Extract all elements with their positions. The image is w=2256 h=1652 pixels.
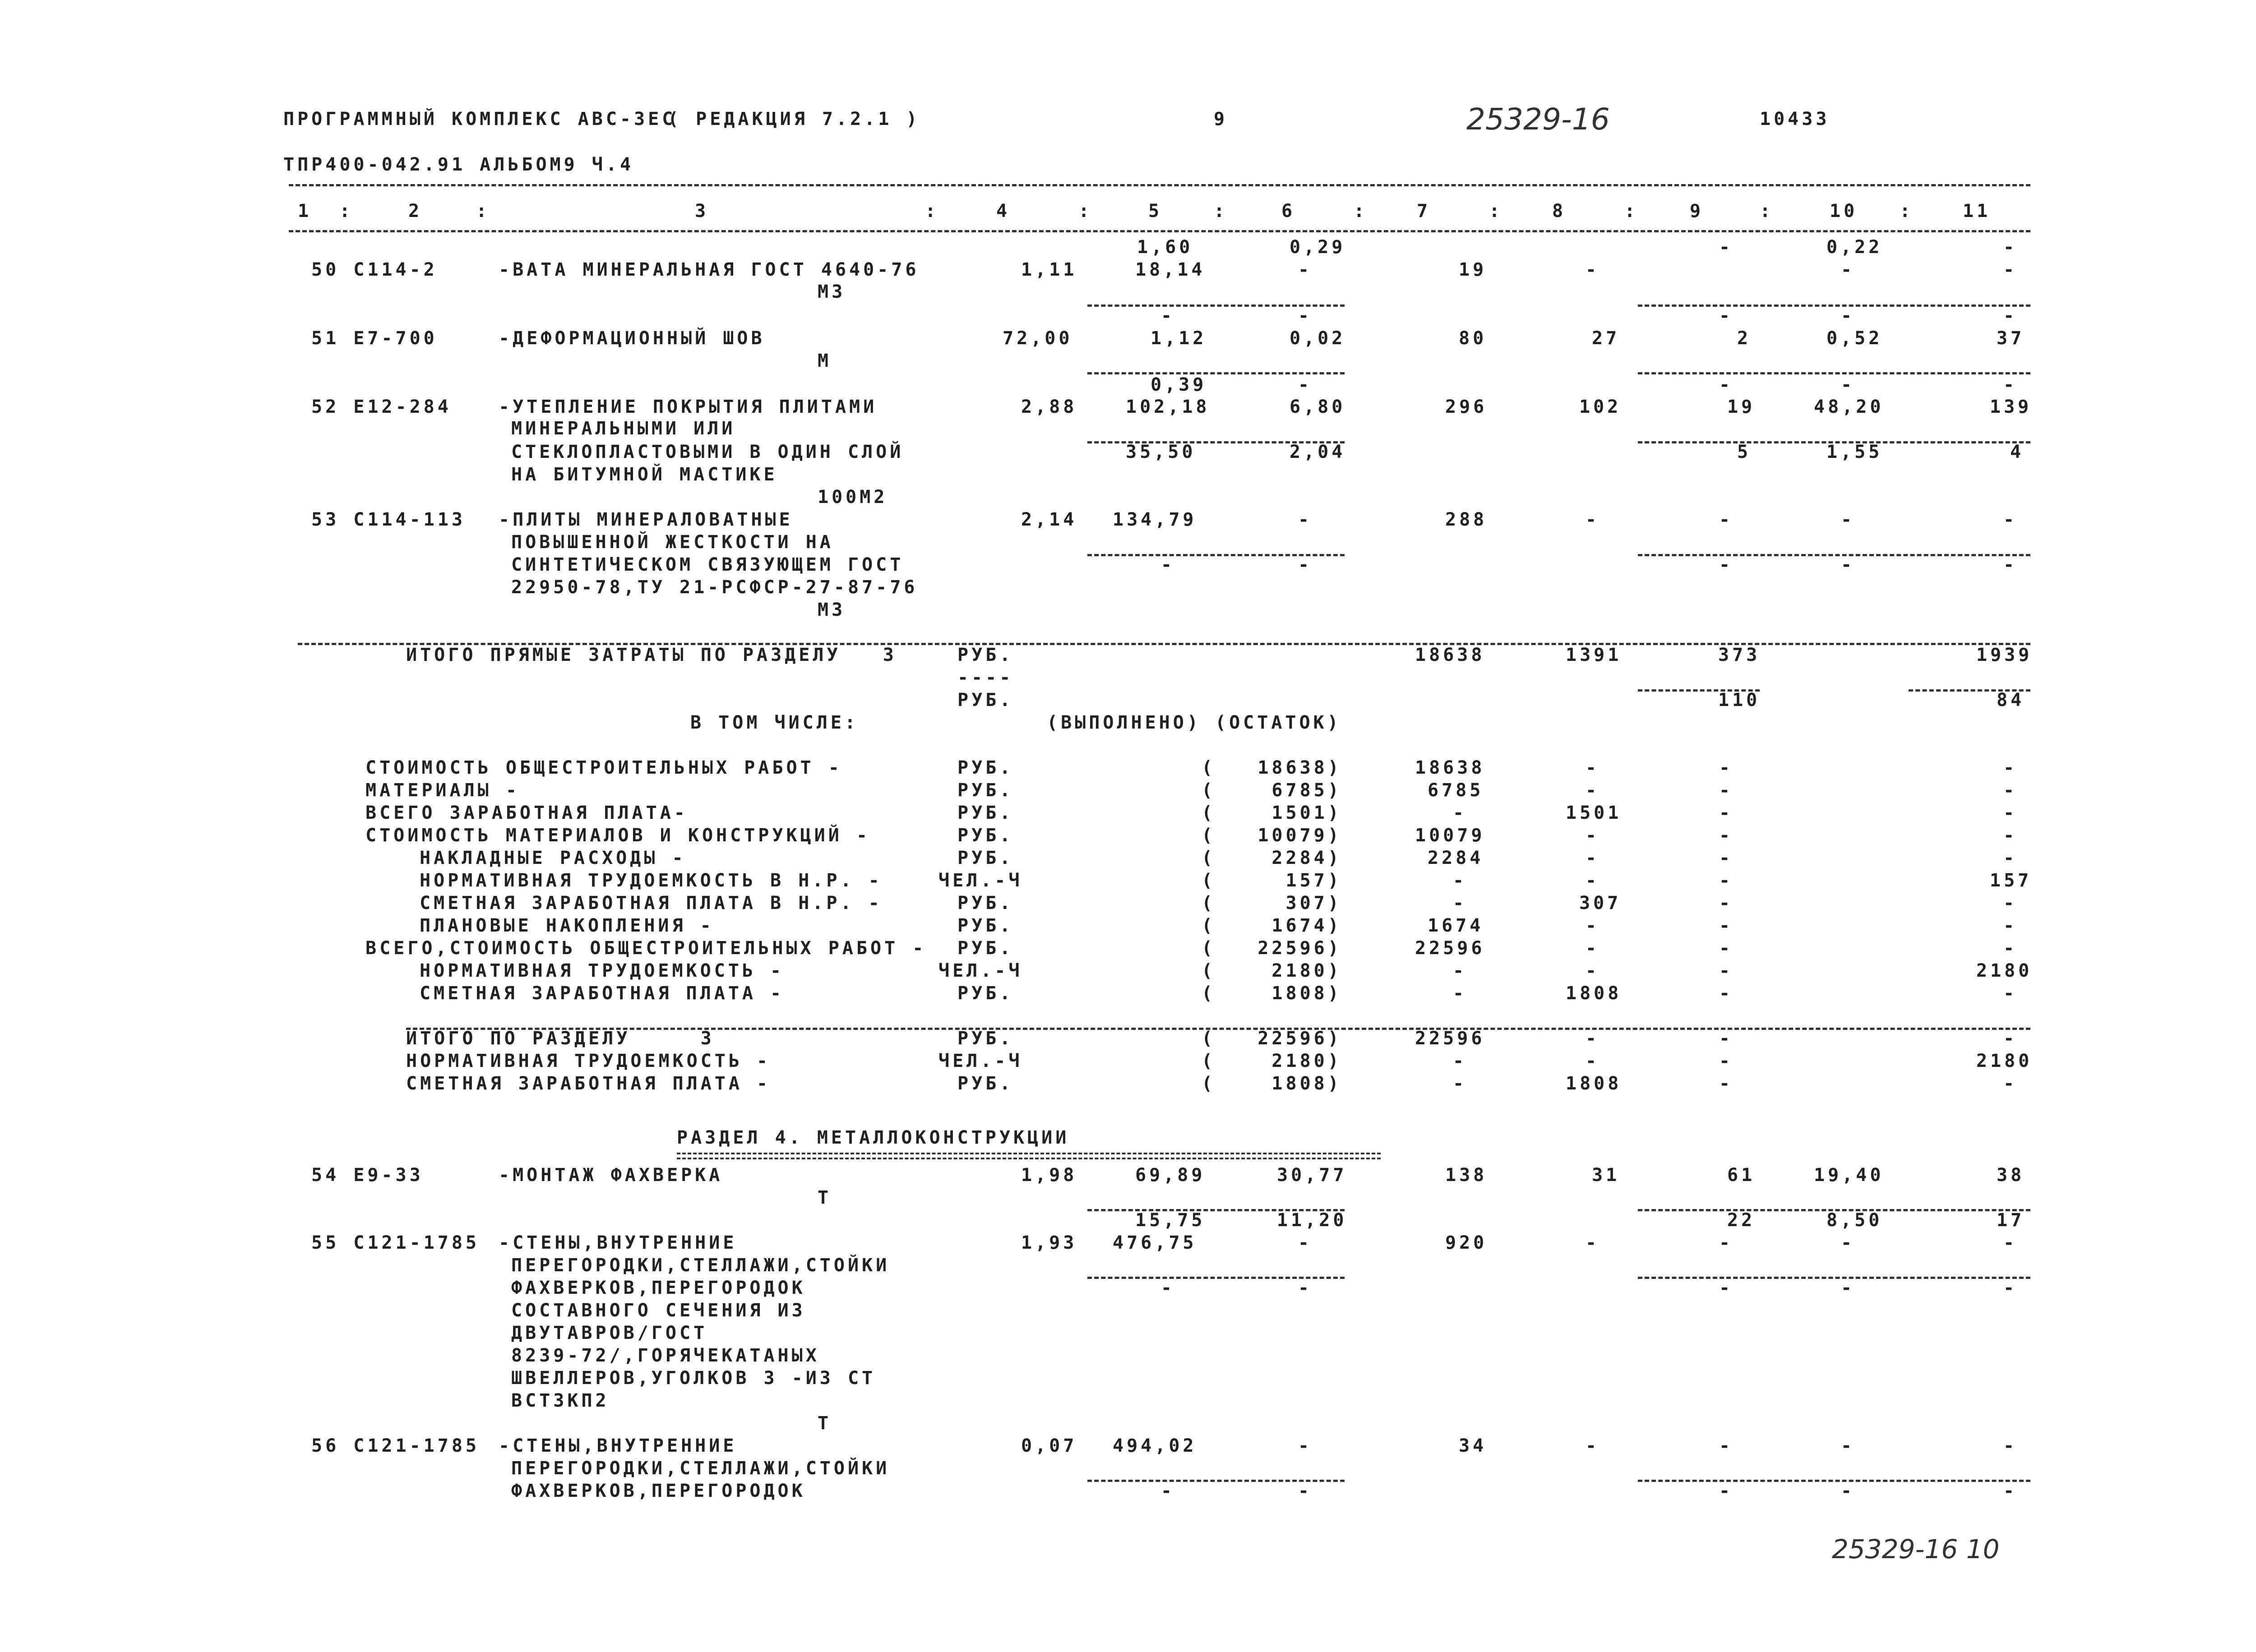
table-text-line: РУБ. <box>957 983 1014 1004</box>
table-text-line: (ВЫПОЛНЕНО) (ОСТАТОК) <box>1047 712 1341 733</box>
table-text-line: ВСЕГО,СТОИМОСТЬ ОБЩЕСТРОИТЕЛЬНЫХ РАБОТ - <box>365 938 927 959</box>
table-text-line: 2,04 <box>1290 442 1346 462</box>
table-text-line: - <box>2003 1028 2018 1049</box>
table-text-line: 61 <box>1727 1165 1756 1186</box>
table-text-line: 53 С114-113 <box>311 509 466 530</box>
table-text-line: ( 10079) <box>1202 825 1342 846</box>
table-text-line: - <box>1586 1028 1600 1049</box>
table-text-line: 373 <box>1718 645 1761 665</box>
table-text-line: - <box>2003 259 2018 280</box>
col-number-10: 10 <box>1830 201 1858 221</box>
col-number-4: 4 <box>996 201 1011 221</box>
table-text-line: 8,50 <box>1826 1210 1883 1231</box>
table-text-line: -СТЕНЫ,ВНУТРЕННИЕ <box>499 1232 737 1253</box>
table-text-line: - <box>2003 305 2018 326</box>
table-text-line: 69,89 <box>1135 1165 1206 1186</box>
table-text-line: РУБ. <box>957 893 1014 914</box>
table-text-line: 2,88 <box>1021 397 1077 417</box>
table-text-line: 4 <box>2010 442 2025 462</box>
table-text-line: ( 307) <box>1202 893 1342 914</box>
table-text-line: 10079 <box>1415 825 1485 846</box>
col-number-9: 9 <box>1690 201 1704 221</box>
table-text-line: 84 <box>1997 690 2025 711</box>
cell-divider <box>1638 1277 2030 1279</box>
col-sep: : <box>925 201 939 221</box>
table-text-line: - <box>2003 1232 2018 1253</box>
table-text-line: - <box>2003 825 2018 846</box>
table-text-line: 51 Е7-700 <box>311 328 438 349</box>
table-text-line: - <box>2003 1278 2018 1298</box>
table-text-line: - <box>1298 374 1313 395</box>
table-text-line: - <box>1841 1435 1855 1456</box>
table-text-line: ЧЕЛ.-Ч <box>938 870 1023 891</box>
table-text-line: 1,60 <box>1137 237 1193 258</box>
table-text-line: - <box>1586 848 1600 868</box>
table-text-line: НАКЛАДНЫЕ РАСХОДЫ - <box>420 848 686 868</box>
table-text-line: ПОВЫШЕННОЙ ЖЕСТКОСТИ НА <box>511 532 834 553</box>
table-text-line: 1939 <box>1976 645 2033 665</box>
table-text-line: - <box>1719 1051 1734 1071</box>
table-text-line: 1,98 <box>1021 1165 1077 1186</box>
table-text-line: - <box>1841 1232 1855 1253</box>
table-text-line: ПЛАНОВЫЕ НАКОПЛЕНИЯ - <box>420 915 714 936</box>
table-text-line: 27 <box>1592 328 1620 349</box>
table-text-line: 2284 <box>1428 848 1484 868</box>
col-number-1: 1 <box>298 201 312 221</box>
table-text-line: ( 2180) <box>1202 1051 1342 1071</box>
table-text-line: - <box>1586 825 1600 846</box>
table-text-line: - <box>1161 1481 1175 1501</box>
table-text-line: 307 <box>1579 893 1622 914</box>
table-text-line: М <box>818 351 832 371</box>
table-text-line: ( 18638) <box>1202 757 1342 778</box>
col-number-8: 8 <box>1552 201 1567 221</box>
table-text-line: -ПЛИТЫ МИНЕРАЛОВАТНЫЕ <box>499 509 793 530</box>
table-text-line: СОСТАВНОГО СЕЧЕНИЯ ИЗ <box>511 1300 806 1321</box>
col-number-2: 2 <box>408 201 423 221</box>
table-text-line: ИТОГО ПО РАЗДЕЛУ 3 <box>406 1028 715 1049</box>
table-text-line: 476,75 <box>1113 1232 1197 1253</box>
table-text-line: 18638 <box>1415 645 1485 665</box>
table-text-line: - <box>1586 780 1600 801</box>
table-text-line: - <box>1719 780 1734 801</box>
table-text-line: СИНТЕТИЧЕСКОМ СВЯЗУЮЩЕМ ГОСТ <box>511 554 904 575</box>
table-text-line: ДВУТАВРОВ/ГОСТ <box>511 1323 708 1343</box>
table-text-line: 100М2 <box>818 487 888 508</box>
table-text-line: ( 1674) <box>1202 915 1342 936</box>
table-text-line: - <box>1719 1278 1734 1298</box>
cell-divider <box>1638 554 2030 556</box>
table-text-line: 19 <box>1727 397 1756 417</box>
cell-divider <box>1638 1480 2030 1482</box>
section4-title: РАЗДЕЛ 4. МЕТАЛЛОКОНСТРУКЦИИ <box>677 1127 1070 1148</box>
table-text-line: - <box>1719 237 1734 258</box>
table-text-line: - <box>1298 1435 1313 1456</box>
table-text-line: 102,18 <box>1126 397 1210 417</box>
table-text-line: - <box>1719 1073 1734 1094</box>
table-text-line: 296 <box>1445 397 1488 417</box>
table-text-line: 288 <box>1445 509 1488 530</box>
table-text-line: 30,77 <box>1277 1165 1347 1186</box>
col-sep: : <box>1489 201 1503 221</box>
table-text-line: - <box>2003 509 2018 530</box>
table-text-line: - <box>1719 825 1734 846</box>
table-text-line: - <box>1298 259 1313 280</box>
table-text-line: - <box>2003 780 2018 801</box>
table-text-line: РУБ. <box>957 780 1014 801</box>
table-text-line: 55 С121-1785 <box>311 1232 480 1253</box>
table-text-line: 494,02 <box>1113 1435 1197 1456</box>
table-text-line: - <box>1719 915 1734 936</box>
table-text-line: - <box>2003 893 2018 914</box>
table-text-line: - <box>2003 803 2018 823</box>
table-text-line: - <box>2003 237 2018 258</box>
table-text-line: СТОИМОСТЬ МАТЕРИАЛОВ И КОНСТРУКЦИЙ - <box>365 825 870 846</box>
table-text-line: - <box>1719 848 1734 868</box>
footer-signature: 25329-16 10 <box>1832 1534 2000 1564</box>
table-text-line: 17 <box>1997 1210 2025 1231</box>
table-text-line: 56 С121-1785 <box>311 1435 480 1456</box>
col-sep: : <box>1760 201 1774 221</box>
table-text-line: - <box>1298 305 1313 326</box>
table-text-line: 157 <box>1990 870 2032 891</box>
table-text-line: 22950-78,ТУ 21-РСФСР-27-87-76 <box>511 577 918 598</box>
table-text-line: - <box>1586 915 1600 936</box>
table-text-line: - <box>1586 509 1600 530</box>
table-text-line: - <box>1586 259 1600 280</box>
table-text-line: ( 157) <box>1202 870 1342 891</box>
table-text-line: - <box>1453 960 1467 981</box>
table-text-line: - <box>1841 259 1855 280</box>
table-text-line: - <box>1453 870 1467 891</box>
table-text-line: - <box>1841 1278 1855 1298</box>
table-text-line: СТОИМОСТЬ ОБЩЕСТРОИТЕЛЬНЫХ РАБОТ - <box>365 757 842 778</box>
table-text-line: - <box>1719 983 1734 1004</box>
table-text-line: 54 Е9-33 <box>311 1165 424 1186</box>
table-text-line: 38 <box>1997 1165 2025 1186</box>
table-text-line: - <box>1453 1051 1467 1071</box>
table-text-line: РУБ. <box>957 690 1014 711</box>
table-text-line: -СТЕНЫ,ВНУТРЕННИЕ <box>499 1435 737 1456</box>
table-text-line: РУБ. <box>957 825 1014 846</box>
table-text-line: РУБ. <box>957 803 1014 823</box>
table-text-line: - <box>1161 1278 1175 1298</box>
table-text-line: ( 22596) <box>1202 938 1342 959</box>
table-text-line: - <box>1719 803 1734 823</box>
table-text-line: - <box>1841 1481 1855 1501</box>
table-text-line: - <box>1719 893 1734 914</box>
table-text-line: - <box>1586 938 1600 959</box>
table-text-line: - <box>1841 509 1855 530</box>
page-number: 9 <box>1214 109 1228 129</box>
table-text-line: Т <box>818 1187 832 1208</box>
table-text-line: ---- <box>957 667 1014 688</box>
col-number-11: 11 <box>1963 201 1991 221</box>
table-text-line: - <box>2003 554 2018 575</box>
table-text-line: ВСЕГО ЗАРАБОТНАЯ ПЛАТА- <box>365 803 688 823</box>
table-text-line: РУБ. <box>957 915 1014 936</box>
table-text-line: 1,11 <box>1021 259 1077 280</box>
table-text-line: 34 <box>1459 1435 1487 1456</box>
table-text-line: 19 <box>1459 259 1487 280</box>
table-text-line: - <box>1161 554 1175 575</box>
table-text-line: - <box>1841 374 1855 395</box>
table-text-line: - <box>1298 1278 1313 1298</box>
rule-header-bottom <box>289 230 2030 232</box>
table-text-line: -МОНТАЖ ФАХВЕРКА <box>499 1165 723 1186</box>
table-text-line: М3 <box>818 600 846 620</box>
cell-divider <box>1638 372 2030 374</box>
table-text-line: НОРМАТИВНАЯ ТРУДОЕМКОСТЬ В Н.Р. - <box>420 870 883 891</box>
table-text-line: 1,12 <box>1151 328 1207 349</box>
table-text-line: - <box>1298 1232 1313 1253</box>
table-text-line: 1808 <box>1566 1073 1622 1094</box>
table-text-line: - <box>1719 960 1734 981</box>
table-text-line: 48,20 <box>1814 397 1884 417</box>
col-sep: : <box>1354 201 1368 221</box>
table-text-line: -УТЕПЛЕНИЕ ПОКРЫТИЯ ПЛИТАМИ <box>499 397 878 417</box>
table-text-line: ЧЕЛ.-Ч <box>938 960 1023 981</box>
table-text-line: 35,50 <box>1126 442 1196 462</box>
table-text-line: РУБ. <box>957 757 1014 778</box>
table-text-line: МАТЕРИАЛЫ - <box>365 780 520 801</box>
table-text-line: 11,20 <box>1277 1210 1347 1231</box>
table-text-line: 0,52 <box>1826 328 1883 349</box>
table-text-line: - <box>1586 870 1600 891</box>
table-text-line: 31 <box>1592 1165 1620 1186</box>
table-text-line: 0,02 <box>1290 328 1346 349</box>
table-text-line: 2,14 <box>1021 509 1077 530</box>
table-text-line: ЧЕЛ.-Ч <box>938 1051 1023 1071</box>
table-text-line: - <box>1719 509 1734 530</box>
table-text-line: - <box>1453 1073 1467 1094</box>
table-text-line: 139 <box>1990 397 2032 417</box>
table-text-line: 0,39 <box>1151 374 1207 395</box>
table-text-line: - <box>1719 1481 1734 1501</box>
table-text-line: 2180 <box>1976 1051 2033 1071</box>
table-text-line: - <box>1586 960 1600 981</box>
table-text-line: -ДЕФОРМАЦИОННЫЙ ШОВ <box>499 328 765 349</box>
table-text-line: РУБ. <box>957 938 1014 959</box>
table-text-line: 920 <box>1445 1232 1488 1253</box>
col-sep: : <box>1624 201 1639 221</box>
table-text-line: - <box>1586 1435 1600 1456</box>
table-text-line: РУБ. <box>957 848 1014 868</box>
table-text-line: НОРМАТИВНАЯ ТРУДОЕМКОСТЬ - <box>406 1051 771 1071</box>
table-text-line: Т <box>818 1413 832 1434</box>
table-text-line: ВСТ3КП2 <box>511 1390 610 1411</box>
table-text-line: 2 <box>1737 328 1752 349</box>
table-text-line: - <box>2003 848 2018 868</box>
doc-number-handwritten: 25329-16 <box>1466 102 1610 137</box>
table-text-line: НА БИТУМНОЙ МАСТИКЕ <box>511 464 778 485</box>
table-text-line: - <box>1453 983 1467 1004</box>
col-number-5: 5 <box>1148 201 1163 221</box>
table-text-line: ФАХВЕРКОВ,ПЕРЕГОРОДОК <box>511 1278 806 1298</box>
table-text-line: - <box>2003 757 2018 778</box>
table-text-line: - <box>1719 1028 1734 1049</box>
table-text-line: - <box>1298 1481 1313 1501</box>
table-text-line: 72,00 <box>1003 328 1073 349</box>
table-text-line: - <box>2003 915 2018 936</box>
col-sep: : <box>1214 201 1228 221</box>
table-text-line: - <box>1586 1232 1600 1253</box>
table-text-line: - <box>1586 1051 1600 1071</box>
table-text-line: ( 1808) <box>1202 1073 1342 1094</box>
table-text-line: ПЕРЕГОРОДКИ,СТЕЛЛАЖИ,СТОЙКИ <box>511 1458 890 1479</box>
table-text-line: 1,93 <box>1021 1232 1077 1253</box>
table-text-line: 80 <box>1459 328 1487 349</box>
table-text-line: СМЕТНАЯ ЗАРАБОТНАЯ ПЛАТА В Н.Р. - <box>420 893 883 914</box>
table-text-line: 0,07 <box>1021 1435 1077 1456</box>
table-text-line: -ВАТА МИНЕРАЛЬНАЯ ГОСТ 4640-76 <box>499 259 920 280</box>
col-sep: : <box>1078 201 1093 221</box>
table-text-line: 1808 <box>1566 983 1622 1004</box>
table-text-line: 1674 <box>1428 915 1484 936</box>
table-text-line: СМЕТНАЯ ЗАРАБОТНАЯ ПЛАТА - <box>406 1073 771 1094</box>
col-sep: : <box>476 201 490 221</box>
table-text-line: 1,55 <box>1826 442 1883 462</box>
table-text-line: 18,14 <box>1135 259 1206 280</box>
table-text-line: 0,29 <box>1290 237 1346 258</box>
cell-divider <box>1638 305 2030 307</box>
table-text-line: ИТОГО ПРЯМЫЕ ЗАТРАТЫ ПО РАЗДЕЛУ 3 <box>406 645 897 665</box>
table-text-line: НОРМАТИВНАЯ ТРУДОЕМКОСТЬ - <box>420 960 785 981</box>
table-text-line: 37 <box>1997 328 2025 349</box>
table-text-line: - <box>1719 938 1734 959</box>
table-text-line: РУБ. <box>957 1073 1014 1094</box>
table-text-line: - <box>1719 1435 1734 1456</box>
table-text-line: 1391 <box>1566 645 1622 665</box>
program-title: ПРОГРАММНЫЙ КОМПЛЕКС АВС-3ЕС <box>283 109 676 129</box>
col-sep: : <box>339 201 354 221</box>
doc-code: 10433 <box>1760 109 1830 129</box>
table-text-line: - <box>2003 374 2018 395</box>
table-text-line: 15,75 <box>1135 1210 1206 1231</box>
table-text-line: - <box>1719 374 1734 395</box>
table-text-line: 6785 <box>1428 780 1484 801</box>
table-text-line: РУБ. <box>957 1028 1014 1049</box>
table-text-line: 18638 <box>1415 757 1485 778</box>
table-text-line: 22 <box>1727 1210 1756 1231</box>
table-text-line: СМЕТНАЯ ЗАРАБОТНАЯ ПЛАТА - <box>420 983 785 1004</box>
table-text-line: ( 22596) <box>1202 1028 1342 1049</box>
col-number-3: 3 <box>695 201 709 221</box>
table-text-line: - <box>1161 305 1175 326</box>
table-text-line: - <box>1719 1232 1734 1253</box>
table-text-line: МИНЕРАЛЬНЫМИ ИЛИ <box>511 418 736 439</box>
table-text-line: ШВЕЛЛЕРОВ,УГОЛКОВ 3 -ИЗ СТ <box>511 1368 876 1389</box>
table-text-line: - <box>1719 554 1734 575</box>
table-text-line: 22596 <box>1415 938 1485 959</box>
table-text-line: ( 6785) <box>1202 780 1342 801</box>
col-sep: : <box>1900 201 1914 221</box>
col-number-6: 6 <box>1281 201 1296 221</box>
col-number-7: 7 <box>1417 201 1431 221</box>
table-text-line: ( 2180) <box>1202 960 1342 981</box>
edition-label: ( РЕДАКЦИЯ 7.2.1 ) <box>668 109 920 129</box>
table-text-line: 2180 <box>1976 960 2033 981</box>
table-text-line: СТЕКЛОПЛАСТОВЫМИ В ОДИН СЛОЙ <box>511 442 904 462</box>
table-text-line: 102 <box>1579 397 1622 417</box>
table-text-line: - <box>2003 1073 2018 1094</box>
table-text-line: В ТОМ ЧИСЛЕ: <box>690 712 859 733</box>
table-text-line: ( 1808) <box>1202 983 1342 1004</box>
table-text-line: 6,80 <box>1290 397 1346 417</box>
table-text-line: 22596 <box>1415 1028 1485 1049</box>
rule-top <box>289 184 2030 186</box>
table-text-line: ( 1501) <box>1202 803 1342 823</box>
table-text-line: - <box>1586 757 1600 778</box>
table-text-line: 110 <box>1718 690 1761 711</box>
table-text-line: - <box>1841 554 1855 575</box>
table-text-line: ПЕРЕГОРОДКИ,СТЕЛЛАЖИ,СТОЙКИ <box>511 1255 890 1276</box>
table-text-line: 0,22 <box>1826 237 1883 258</box>
table-text-line: - <box>2003 1481 2018 1501</box>
table-text-line: М3 <box>818 281 846 302</box>
section4-underline <box>677 1153 1381 1159</box>
table-text-line: - <box>2003 983 2018 1004</box>
table-text-line: - <box>1298 509 1313 530</box>
table-text-line: 138 <box>1445 1165 1488 1186</box>
table-text-line: 50 С114-2 <box>311 259 438 280</box>
table-text-line: - <box>1298 554 1313 575</box>
table-text-line: 8239-72/,ГОРЯЧЕКАТАНЫХ <box>511 1345 820 1366</box>
table-text-line: РУБ. <box>957 645 1014 665</box>
table-text-line: 5 <box>1737 442 1752 462</box>
table-text-line: 134,79 <box>1113 509 1197 530</box>
table-text-line: - <box>1453 803 1467 823</box>
table-text-line: 19,40 <box>1814 1165 1884 1186</box>
table-text-line: - <box>2003 1435 2018 1456</box>
table-text-line: - <box>1719 757 1734 778</box>
table-text-line: - <box>1719 870 1734 891</box>
album-label: ТПР400-042.91 АЛЬБОМ9 Ч.4 <box>283 154 634 175</box>
table-text-line: - <box>2003 938 2018 959</box>
table-text-line: ( 2284) <box>1202 848 1342 868</box>
table-text-line: - <box>1719 305 1734 326</box>
table-text-line: - <box>1841 305 1855 326</box>
table-text-line: 52 Е12-284 <box>311 397 452 417</box>
table-text-line: - <box>1453 893 1467 914</box>
table-text-line: 1501 <box>1566 803 1622 823</box>
table-text-line: ФАХВЕРКОВ,ПЕРЕГОРОДОК <box>511 1481 806 1501</box>
